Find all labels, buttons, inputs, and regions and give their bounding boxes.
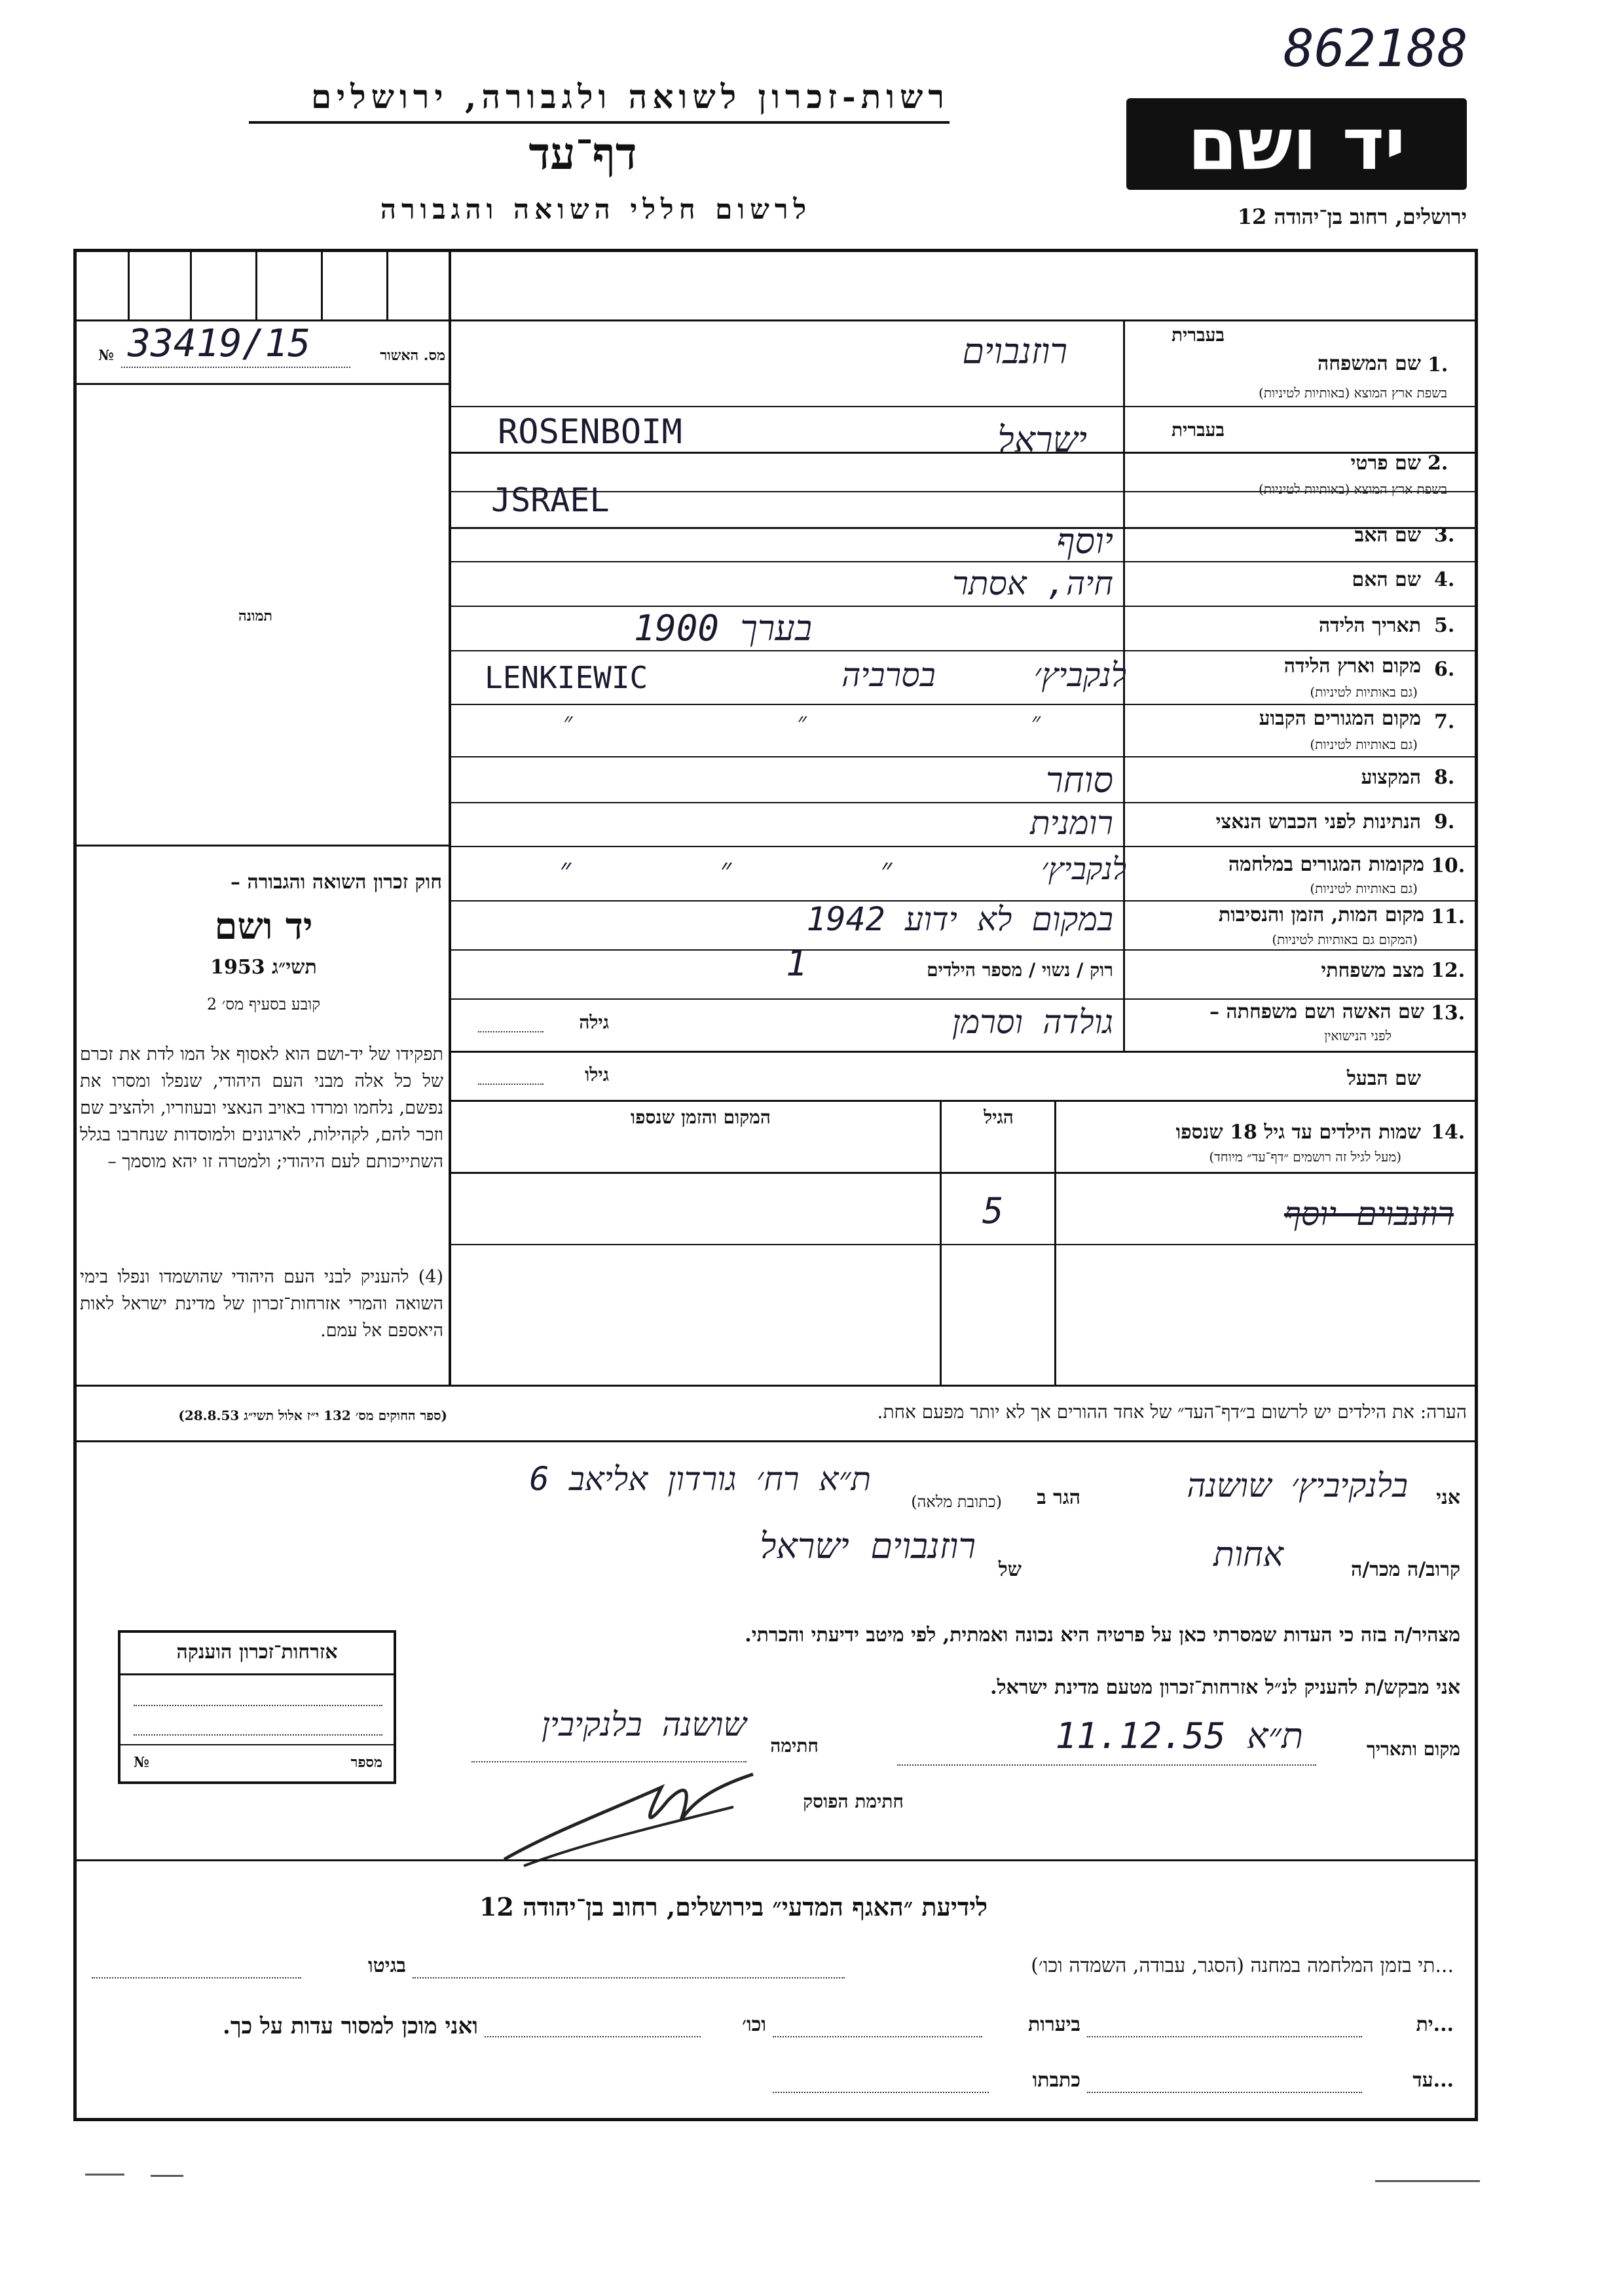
- form-title: דף־עד: [528, 128, 637, 180]
- field-11-num: 11.: [1431, 905, 1466, 928]
- child-name: רוזנבוים יוסף: [1283, 1195, 1454, 1233]
- decl-full-address: (כתובת מלאה): [911, 1493, 1002, 1511]
- bottom-line3-b: כתבתו: [1032, 2069, 1080, 2092]
- grid-v5: [386, 249, 388, 321]
- decl-request: אני מבקש/ת להעניק לנ״ל אזרחות־זכרון מטעם מדינת ישראל.: [990, 1676, 1460, 1699]
- decl-address-value: ת״א רח׳ גורדון אליאב 6: [529, 1460, 871, 1498]
- field-10-value: לנקביץ׳ ״ ״ ״: [559, 851, 1126, 886]
- field-13-age-label: גילה: [579, 1011, 609, 1033]
- logo-text: יד ושם: [1187, 102, 1406, 186]
- bottom-line3-dots-a: [1087, 2092, 1362, 2093]
- bottom-line3-a: ...עד: [1412, 2069, 1454, 2092]
- row-rule-13: [451, 1051, 1478, 1053]
- child-age: 5: [982, 1190, 1004, 1231]
- grid-v2: [190, 249, 192, 321]
- field-12-num: 12.: [1431, 959, 1466, 982]
- note: הערה: את הילדים יש לרשום ב״דף־העד״ של אחד ההורים אך לא יותר מפעם אחת.: [877, 1401, 1467, 1423]
- table-row-rule: [451, 1244, 1478, 1245]
- approval-label: מס. האשור: [380, 347, 445, 364]
- citizenship-title: אזרחות־זכרון הוענקה: [176, 1641, 338, 1664]
- photo-label: תמונה: [238, 608, 272, 625]
- bottom-line2-end: ואני מוכן למסור עדות על כך.: [223, 2013, 478, 2039]
- field-10-sub: (גם באותיות לטיניות): [1310, 881, 1418, 896]
- scan-mark-1: [85, 2174, 124, 2176]
- row-rule-8: [451, 802, 1478, 803]
- law-source: (ספר החוקים מס׳ 132 י״ז אלול תשי״ג 28.8.53): [178, 1408, 447, 1423]
- decl-residing: הגר ב: [1037, 1486, 1080, 1509]
- field-13-age-dots: [478, 1031, 544, 1032]
- field-10-label: מקומות המגורים במלחמה: [1228, 853, 1424, 876]
- field-11-sub: (המקום גם באותיות לטיניות): [1272, 932, 1418, 947]
- field-7-label: מקום המגורים הקבוע: [1259, 707, 1421, 730]
- field-11-value: במקום לא ידוע 1942: [806, 900, 1113, 938]
- citizenship-number-label: מספר: [350, 1754, 382, 1771]
- field-7-num: 7.: [1434, 710, 1455, 733]
- field-10-num: 10.: [1431, 854, 1466, 877]
- col-place-header: המקום והזמן שנספו: [631, 1106, 771, 1128]
- grid-v1: [128, 249, 130, 321]
- field-7-value: ״ ״ ״: [563, 707, 1041, 736]
- field-13-num: 13.: [1431, 1002, 1466, 1025]
- field-13-label: שם האשה ושם משפחתה –: [1209, 1000, 1424, 1023]
- field-11-label: מקום המות, הזמן והנסיבות: [1218, 903, 1424, 926]
- decl-relative: קרוב/ה מכר/ה: [1351, 1558, 1460, 1581]
- bottom-line1-end-dots: [92, 1977, 301, 1978]
- form-subtitle: לרשום חללי השואה והגבורה: [380, 193, 812, 225]
- field-9-value: רומנית: [1030, 804, 1113, 842]
- law-clause: קובע בסעיף מס׳ 2: [206, 995, 321, 1013]
- field-2-sub: בשפת ארץ המוצא (באותיות לטיניות): [1259, 481, 1447, 497]
- decl-statement: מצהיר/ה בזה כי העדות שמסרתי כאן על פרטיה היא נכונה ואמתית, לפי מיטב ידיעתי והכרתי.: [745, 1624, 1460, 1647]
- field-5-label: תאריך הלידה: [1318, 614, 1421, 637]
- field-12-label: מצב משפחתי: [1321, 959, 1424, 982]
- field-6-sub: (גם באותיות לטיניות): [1310, 684, 1418, 700]
- citizenship-dots-2: [134, 1734, 382, 1736]
- photo-rule: [73, 845, 450, 847]
- field-2-num: 2.: [1428, 452, 1449, 475]
- field-4-value: חיה, אסתר: [952, 564, 1113, 602]
- field-13-value: גולדה וסרמן: [951, 1003, 1113, 1041]
- bottom-line3-dots-b: [773, 2092, 989, 2093]
- law-bottom-rule: [73, 1385, 1478, 1387]
- approval-rule: [73, 383, 450, 385]
- approval-no-sign: №: [98, 347, 114, 364]
- header-rule: [249, 121, 950, 124]
- bottom-line2-a: ...ית: [1416, 2013, 1454, 2036]
- field-4-label: שם האם: [1352, 568, 1421, 591]
- law-year-heb: תשי״ג: [272, 956, 317, 979]
- decl-signature-value: שושנה בלנקיבין: [542, 1705, 747, 1743]
- row-rule-6: [451, 704, 1478, 705]
- decl-i: אני: [1436, 1486, 1460, 1509]
- field-8-label: המקצוע: [1361, 766, 1421, 789]
- field-13-sub: לפני הנישואין: [1324, 1028, 1392, 1044]
- citizenship-title-rule: [120, 1673, 394, 1675]
- decl-relation: אחות: [1213, 1535, 1283, 1575]
- field-12-status: רוק / נשוי / מספר הילדים: [927, 959, 1113, 981]
- citizenship-box: [118, 1630, 396, 1784]
- field-1-value-latin: ROSENBOIM: [498, 412, 682, 452]
- field-13-husband-age-dots: [478, 1084, 544, 1085]
- bottom-line2-c: וכו׳: [742, 2013, 766, 2036]
- law-year: [85, 956, 442, 979]
- decl-place-date-dots: [897, 1764, 1316, 1766]
- field-13-husband-label: שם הבעל: [1346, 1067, 1421, 1090]
- decl-of: של: [998, 1558, 1022, 1581]
- decl-witness-name: בלנקיביץ׳ שושנה: [1187, 1467, 1408, 1504]
- field-14-sub: (מעל לגיל זה רושמים ״דף־עד״ מיוחד): [1209, 1149, 1401, 1165]
- hebrew-tag-1: בעברית: [1171, 324, 1225, 346]
- row-rule-7: [451, 756, 1478, 757]
- field-6-value-hebrew: לנקביץ׳ בסרביה: [841, 656, 1126, 694]
- field-5-num: 5.: [1434, 614, 1455, 637]
- decl-official-signature-label: חתימת הפוסק: [803, 1791, 904, 1812]
- bottom-line1-dots: [413, 1977, 845, 1978]
- row-rule-9: [451, 846, 1478, 847]
- table-header-rule: [451, 1172, 1478, 1174]
- archive-number: 862188: [1283, 20, 1468, 79]
- yad-vashem-logo: [1126, 98, 1467, 190]
- field-1-label: שם המשפחה: [1317, 352, 1421, 375]
- citizenship-number-rule: [120, 1744, 394, 1745]
- col-divider-age-left: [940, 1100, 942, 1385]
- bottom-line2-dots-b: [773, 2036, 982, 2037]
- field-3-num: 3.: [1434, 524, 1455, 547]
- law-name: יד ושם: [214, 905, 313, 948]
- scan-mark-2: [151, 2175, 183, 2177]
- field-2-value-latin: JSRAEL: [491, 481, 610, 519]
- field-13-husband-age-label: גילו: [585, 1064, 609, 1085]
- field-8-value: סוחר: [1045, 759, 1113, 801]
- field-6-num: 6.: [1434, 658, 1455, 681]
- field-1-value-hebrew: רוזנבוים: [962, 331, 1067, 372]
- field-14-num: 14.: [1431, 1121, 1466, 1144]
- field-7-sub: (גם באותיות לטיניות): [1310, 737, 1418, 752]
- citizenship-dots-1: [134, 1705, 382, 1706]
- field-9-num: 9.: [1434, 811, 1455, 833]
- field-3-value: יוסף: [1056, 520, 1113, 562]
- row-rule-11: [451, 949, 1478, 951]
- field-8-num: 8.: [1434, 766, 1455, 789]
- law-paragraph-2: (4) להעניק לבני העם היהודי שהושמדו ונפלו בימי השואה והמרי אזרחות־זכרון של מדינת ישראל לאות היאספם אל עמם.: [80, 1267, 443, 1341]
- col-divider-age-right: [1054, 1100, 1056, 1385]
- law-year-num: 1953: [210, 956, 265, 979]
- bottom-line2-dots-c: [485, 2036, 701, 2037]
- org-line: רשות-זכרון לשואה ולגבורה, ירושלים: [310, 77, 950, 116]
- bottom-line2-dots-a: [1087, 2036, 1362, 2037]
- field-14-label: שמות הילדים עד גיל 18 שנספו: [1175, 1121, 1421, 1144]
- row-rule-14: [451, 1100, 1478, 1102]
- grid-v4: [321, 249, 323, 321]
- field-2-value-hebrew: ישראל: [997, 419, 1087, 460]
- hebrew-tag-2: בעברית: [1171, 419, 1225, 441]
- decl-place-date-label: מקום ותאריך: [1366, 1738, 1460, 1760]
- decl-signature-label: חתימה: [770, 1735, 819, 1757]
- field-1-num: 1.: [1428, 354, 1449, 376]
- bottom-heading: לידיעת ״האגף המדעי״ בירושלים, רחוב בן־יהודה 12: [479, 1892, 988, 1922]
- field-3-label: שם האב: [1354, 524, 1421, 547]
- decl-of-value: רוזנבוים ישראל: [760, 1525, 976, 1567]
- approval-number: 33419/15: [128, 321, 311, 365]
- row-rule-5: [451, 650, 1478, 651]
- field-6-value-latin: LENKIEWIC: [485, 660, 648, 695]
- bottom-line2-b: ביערות: [1027, 2013, 1080, 2036]
- address: ירושלים, רחוב בן־יהודה 12: [1237, 204, 1467, 229]
- grid-v3: [255, 249, 257, 321]
- field-1-sub: בשפת ארץ המוצא (באותיות לטיניות): [1259, 385, 1447, 401]
- field-12-value: 1: [786, 943, 807, 984]
- col-age-header: הגיל: [984, 1106, 1014, 1128]
- field-6-label: מקום וארץ הלידה: [1283, 655, 1421, 678]
- field-9-label: הנתינות לפני הכבוש הנאצי: [1215, 811, 1421, 833]
- left-column-divider: [449, 249, 451, 1385]
- field-2-label: שם פרטי: [1350, 452, 1421, 475]
- row-rule-4: [451, 606, 1478, 607]
- citizenship-no-sign: №: [134, 1754, 149, 1771]
- note-rule: [73, 1440, 1478, 1442]
- approval-dots: [121, 367, 350, 368]
- law-title: חוק זכרון השואה והגבורה –: [231, 871, 442, 894]
- bottom-line1-end: בגיטו: [367, 1954, 406, 1977]
- official-signature-scribble: [498, 1761, 760, 1872]
- law-paragraph-1: תפקידו של יד-ושם הוא לאסוף אל המו לדת את זכרם של כל אלה מבני העם היהודי, שנפלו ומסרו את נפשם, נלחמו ומרדו באויב הנאצי ובעוזריו, ולהציב שם וזכר להם, לקהילות, לארגונים ולמוסדות שנחרבו בגלל השתייכותם לעם היהודי; ולמטרה זו יהא מוסמך –: [80, 1044, 443, 1172]
- bottom-line1: ...תי בזמן המלחמה במחנה (הסגר, עבודה, השמדה וכו׳): [1031, 1954, 1454, 1977]
- row-rule-12: [451, 998, 1478, 1000]
- decl-place-date-value: ת״א 11.12.55: [1055, 1715, 1303, 1757]
- row-rule-1: [451, 406, 1478, 407]
- field-4-num: 4.: [1434, 568, 1455, 591]
- scan-mark-3: [1375, 2180, 1480, 2182]
- field-5-value: בערך 1900: [633, 608, 812, 649]
- bottom-section-rule: [73, 1859, 1478, 1861]
